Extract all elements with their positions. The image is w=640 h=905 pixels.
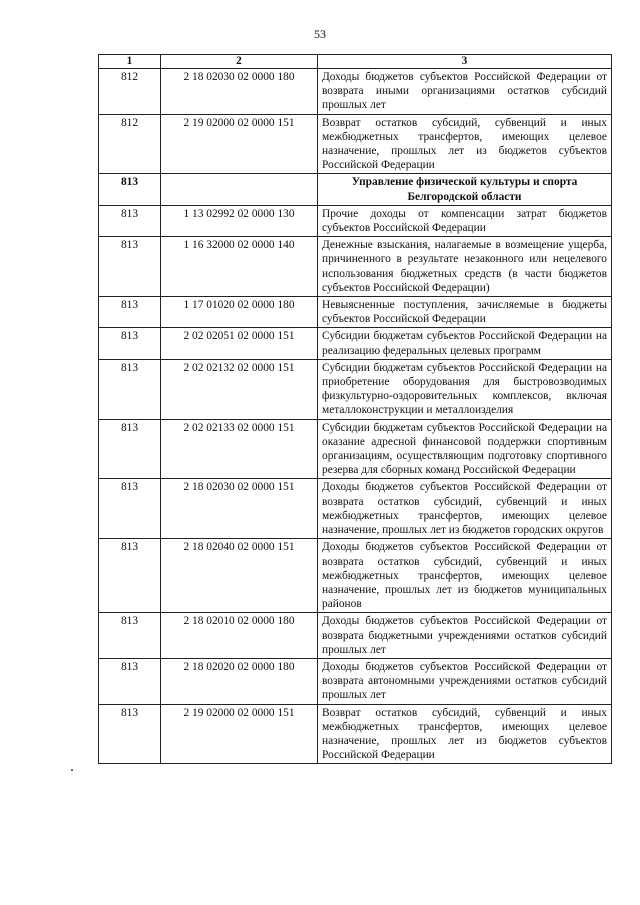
scan-speck (71, 769, 73, 771)
admin-code-cell: 813 (99, 704, 161, 764)
table-row (99, 658, 612, 704)
revenue-code-cell: 2 18 02030 02 0000 180 (161, 69, 318, 115)
table-header-row (99, 55, 612, 69)
revenue-code-cell: 2 18 02020 02 0000 180 (161, 658, 318, 704)
table-row (99, 205, 612, 236)
revenue-code-cell: 2 02 02051 02 0000 151 (161, 328, 318, 359)
page-number: 53 (314, 27, 326, 41)
revenue-code-cell: 1 13 02992 02 0000 130 (161, 205, 318, 236)
revenue-code-cell: 2 18 02040 02 0000 151 (161, 539, 318, 613)
revenue-code-cell: 1 17 01020 02 0000 180 (161, 297, 318, 328)
description-cell: Возврат остатков субсидий, субвенций и иных межбюджетных трансфертов, имеющих целевое назначение, прошлых лет из бюджетов субъектов Российской Федерации (318, 114, 612, 174)
table-row (99, 237, 612, 297)
column-header-1: 1 (99, 55, 161, 69)
admin-code-cell: 813 (99, 539, 161, 613)
admin-code-cell: 813 (99, 658, 161, 704)
revenue-code-cell (161, 174, 318, 205)
revenue-code-cell: 2 19 02000 02 0000 151 (161, 114, 318, 174)
admin-code-cell: 813 (99, 359, 161, 419)
admin-code-cell: 813 (99, 174, 161, 205)
table-row (99, 114, 612, 174)
table-row (99, 613, 612, 659)
admin-code-cell: 812 (99, 69, 161, 115)
description-cell: Денежные взыскания, налагаемые в возмещение ущерба, причиненного в результате незаконного или нецелевого использования бюджетных средств (в части бюджетов субъектов Российской Федерации) (318, 237, 612, 297)
admin-code-cell: 813 (99, 613, 161, 659)
admin-code-cell: 813 (99, 419, 161, 479)
admin-code-cell: 813 (99, 205, 161, 236)
description-cell: Субсидии бюджетам субъектов Российской Федерации на реализацию федеральных целевых программ (318, 328, 612, 359)
admin-code-cell: 813 (99, 297, 161, 328)
revenue-code-cell: 2 02 02133 02 0000 151 (161, 419, 318, 479)
section-heading-cell: Управление физической культуры и спорта Белгородской области (318, 174, 612, 205)
description-cell: Возврат остатков субсидий, субвенций и иных межбюджетных трансфертов, имеющих целевое назначение, прошлых лет из бюджетов субъектов Российской Федерации (318, 704, 612, 764)
description-cell: Доходы бюджетов субъектов Российской Федерации от возврата бюджетными учреждениями остатков субсидий прошлых лет (318, 613, 612, 659)
revenue-code-cell: 2 02 02132 02 0000 151 (161, 359, 318, 419)
revenue-code-cell: 2 18 02030 02 0000 151 (161, 479, 318, 539)
description-cell: Субсидии бюджетам субъектов Российской Федерации на приобретение оборудования для быстровозводимых физкультурно-оздоровительных комплексов, включая металлоконструкции и металлоизделия (318, 359, 612, 419)
column-header-2: 2 (161, 55, 318, 69)
revenue-codes-table (98, 54, 612, 764)
table-row (99, 297, 612, 328)
table-row (99, 479, 612, 539)
table-row (99, 419, 612, 479)
table-row (99, 328, 612, 359)
description-cell: Доходы бюджетов субъектов Российской Федерации от возврата остатков субсидий, субвенций и иных межбюджетных трансфертов, имеющих целевое назначение, прошлых лет из бюджетов городских округов (318, 479, 612, 539)
section-heading-row (99, 174, 612, 205)
description-cell: Прочие доходы от компенсации затрат бюджетов субъектов Российской Федерации (318, 205, 612, 236)
table-row (99, 704, 612, 764)
admin-code-cell: 813 (99, 479, 161, 539)
table-row (99, 539, 612, 613)
admin-code-cell: 813 (99, 328, 161, 359)
description-cell: Невыясненные поступления, зачисляемые в бюджеты субъектов Российской Федерации (318, 297, 612, 328)
table-row (99, 69, 612, 115)
admin-code-cell: 812 (99, 114, 161, 174)
revenue-code-cell: 2 19 02000 02 0000 151 (161, 704, 318, 764)
description-cell: Доходы бюджетов субъектов Российской Федерации от возврата автономными учреждениями остатков субсидий прошлых лет (318, 658, 612, 704)
column-header-3: 3 (318, 55, 612, 69)
description-cell: Доходы бюджетов субъектов Российской Федерации от возврата иными организациями остатков субсидий прошлых лет (318, 69, 612, 115)
description-cell: Доходы бюджетов субъектов Российской Федерации от возврата остатков субсидий, субвенций и иных межбюджетных трансфертов, имеющих целевое назначение, прошлых лет из бюджетов муниципальных районов (318, 539, 612, 613)
revenue-code-cell: 2 18 02010 02 0000 180 (161, 613, 318, 659)
table-row (99, 359, 612, 419)
description-cell: Субсидии бюджетам субъектов Российской Федерации на оказание адресной финансовой поддержки спортивным организациям, осуществляющим подготовку спортивного резерва для сборных команд Российской Федерации (318, 419, 612, 479)
revenue-code-cell: 1 16 32000 02 0000 140 (161, 237, 318, 297)
admin-code-cell: 813 (99, 237, 161, 297)
